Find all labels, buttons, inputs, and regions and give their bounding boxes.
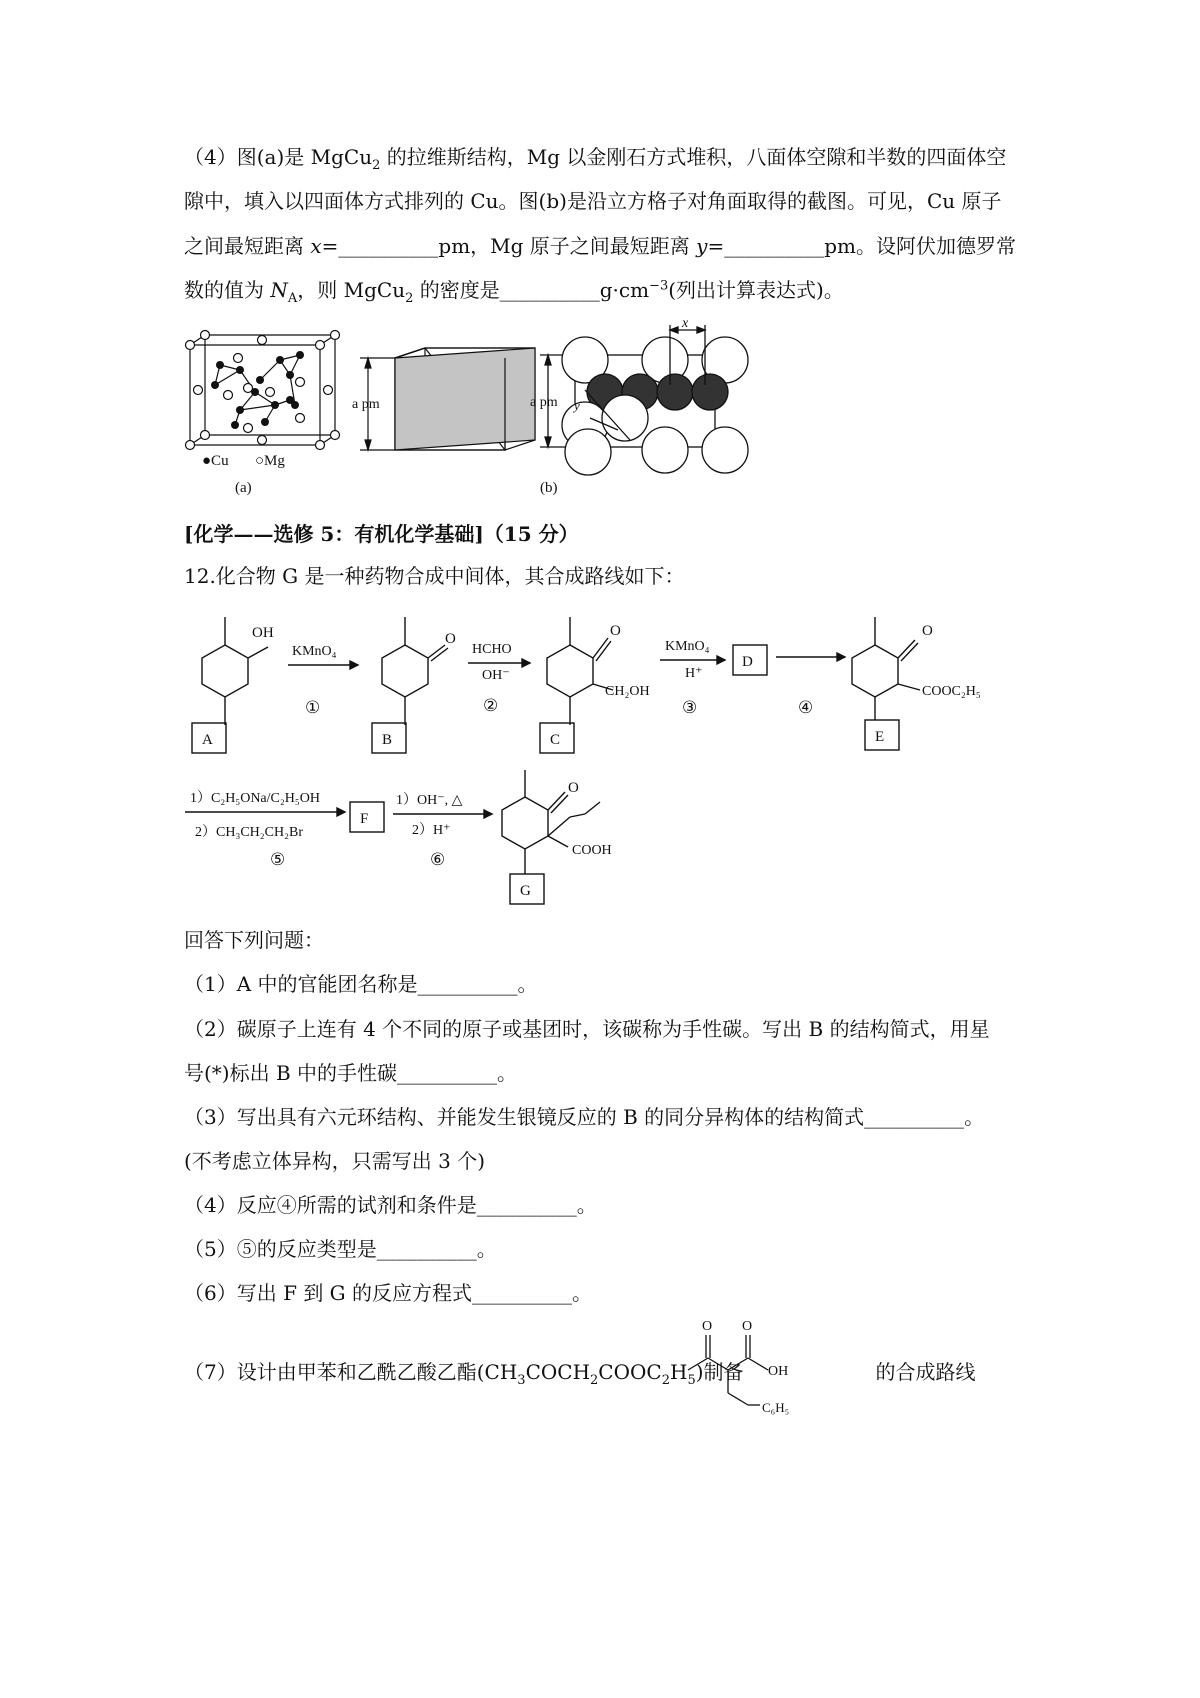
ring-G — [502, 797, 548, 849]
q7-target-structure — [680, 1315, 820, 1425]
figure-mgcu2-structure — [180, 316, 820, 550]
box-D: D — [742, 654, 753, 670]
cooh-label-G: COOH — [572, 843, 612, 858]
figure-b-section — [540, 325, 748, 475]
q12-intro: 12.化合物 G 是一种药物合成中间体，其合成路线如下： — [184, 564, 685, 588]
q7-c6h5-label: C₆H₅ — [762, 1400, 790, 1415]
synthesis-scheme-row1 — [180, 605, 1080, 775]
section-header: [化学——选修 5：有机化学基础]（15 分） — [184, 522, 579, 546]
x-dimension-label: x — [682, 316, 689, 331]
question-2-line-2: 号(*)标出 B 中的手性碳__________。 — [184, 1061, 518, 1085]
ring-E — [852, 645, 898, 697]
figure-a-cu-atoms — [211, 351, 304, 429]
ring-B — [382, 645, 428, 697]
question-1: （1）A 中的官能团名称是__________。 — [184, 972, 538, 996]
cooc2h5-label-E: COOC₂H₅ — [922, 684, 981, 699]
synthesis-scheme-row2 — [180, 762, 700, 912]
question-3-line-2: (不考虑立体异构，只需写出 3 个) — [184, 1149, 486, 1173]
box-F: F — [360, 811, 369, 827]
o-label-B: O — [445, 631, 456, 647]
box-C: C — [550, 732, 561, 748]
reagent-2-bottom: OH⁻ — [482, 668, 510, 683]
figure-b-label: (b) — [540, 480, 558, 496]
questions-lead: 回答下列问题： — [184, 928, 324, 952]
reagent-6-bottom: 2）H⁺ — [412, 823, 451, 838]
ch2oh-label: CH₂OH — [605, 684, 650, 699]
question-4: （4）反应④所需的试剂和条件是__________。 — [184, 1193, 597, 1217]
question-2-line-1: （2）碳原子上连有 4 个不同的原子或基团时，该碳称为手性碳。写出 B 的结构简式，用星 — [184, 1017, 990, 1041]
apm-label-1: a pm — [352, 397, 380, 412]
question-7: （7）设计由甲苯和乙酰乙酸乙酯$(CH_3COCH_2COOC_2H_5)$制备 的合成路线 — [184, 1360, 976, 1388]
question-6: （6）写出 F 到 G 的反应方程式__________。 — [184, 1281, 593, 1305]
ring-A — [202, 645, 248, 697]
o-label-E: O — [922, 623, 933, 639]
step-5: ⑤ — [270, 850, 286, 869]
y-dimension-label: y — [574, 398, 580, 413]
box-A: A — [202, 732, 213, 748]
figure-diagonal-plane — [360, 348, 535, 450]
box-E: E — [875, 729, 885, 745]
reagent-2-top: HCHO — [472, 642, 512, 657]
step-4: ④ — [798, 698, 814, 717]
reagent-5-bottom: 2）CH₃CH₂CH₂Br — [195, 825, 303, 840]
legend-mg: ○Mg — [255, 453, 285, 469]
box-G: G — [520, 883, 531, 899]
figure-a-cube — [190, 335, 335, 445]
legend-cu: ●Cu — [202, 453, 229, 469]
reagent-3-top: KMnO₄ — [665, 639, 710, 654]
q4-line-4: 数的值为 $N_A$，则 MgCu$_2$ 的密度是$\_\_\_\_\_\_\_\_\_\_g\cdot cm^{-3}$(列出计算表达式)。 — [184, 278, 844, 306]
box-B: B — [382, 732, 393, 748]
q7-o-label-2: O — [742, 1319, 753, 1334]
step-1: ① — [305, 698, 321, 717]
q4-line-2: 隙中，填入以四面体方式排列的 Cu。图(b)是沿立方格子对角面取得的截图。可见，Cu 原子 — [184, 189, 1002, 213]
oh-label-A: OH — [252, 625, 274, 641]
question-5: （5）⑤的反应类型是__________。 — [184, 1237, 497, 1261]
question-3-line-1: （3）写出具有六元环结构、并能发生银镜反应的 B 的同分异构体的结构简式__________。 — [184, 1105, 985, 1129]
o-label-C: O — [610, 623, 621, 639]
q7-o-label-1: O — [702, 1319, 713, 1334]
q4-line-3: 之间最短距离 x=__________pm，Mg 原子之间最短距离 y=__________pm。设阿伏加德罗常 — [184, 234, 1017, 258]
step-3: ③ — [682, 698, 698, 717]
figure-a-label: (a) — [235, 480, 252, 496]
apm-label-2: a pm — [530, 395, 558, 410]
reagent-3-bottom: H⁺ — [685, 666, 703, 681]
q4-line-1: （4）图(a)是 MgCu$_2$ 的拉维斯结构，Mg 以金刚石方式堆积，八面体空隙和半数的四面体空 — [184, 145, 1007, 173]
figure-a-mg-atoms — [186, 331, 340, 450]
ring-C — [547, 645, 593, 697]
reagent-1: KMnO₄ — [292, 644, 337, 659]
step-2: ② — [483, 696, 499, 715]
o-label-G: O — [568, 780, 579, 796]
reagent-6-top: 1）OH⁻, △ — [396, 793, 463, 808]
q7-oh-label: OH — [768, 1364, 789, 1379]
step-6: ⑥ — [430, 850, 446, 869]
reagent-5-top: 1）C₂H₅ONa/C₂H₅OH — [190, 791, 320, 806]
